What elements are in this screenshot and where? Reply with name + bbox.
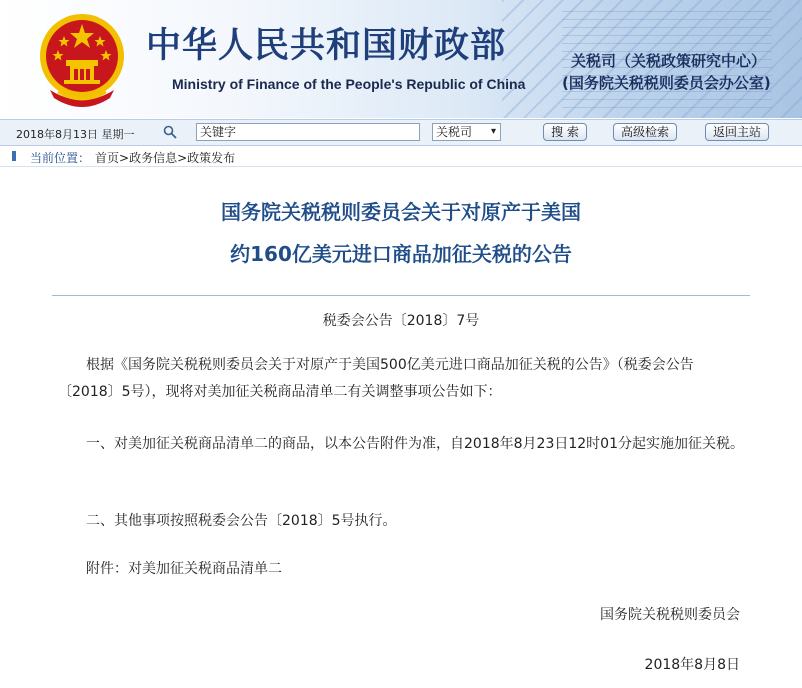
current-date: 2018年8月13日 星期一	[16, 128, 135, 141]
advanced-search-button[interactable]: 高级检索	[613, 123, 677, 141]
site-title-cn: 中华人民共和国财政部	[146, 25, 507, 66]
breadcrumb-separator: >	[177, 151, 188, 165]
breadcrumb-marker-icon	[12, 151, 16, 161]
document-number: 税委会公告〔2018〕7号	[322, 313, 480, 329]
breadcrumb	[0, 146, 802, 167]
department-name: 关税司（关税政策研究中心）	[571, 52, 767, 70]
article-paragraph-1: 根据《国务院关税税则委员会关于对原产于美国500亿美元进口商品加征关税的公告》（税委会公告〔2018〕5号），现将对美加征关税商品清单二有关调整事项公告如下：	[58, 357, 694, 400]
article-paragraph-3: 二、其他事项按照税委会公告〔2018〕5号执行。	[86, 513, 397, 529]
scope-select[interactable]	[432, 123, 501, 141]
search-input[interactable]: 关键字	[196, 123, 420, 141]
signatory: 国务院关税税则委员会	[600, 607, 740, 623]
article-title-line1: 国务院关税税则委员会关于对原产于美国	[221, 200, 581, 224]
site-header	[0, 0, 802, 118]
chevron-down-icon: ▾	[490, 126, 496, 137]
return-home-button[interactable]: 返回主站	[705, 123, 769, 141]
toolbar	[0, 119, 802, 146]
breadcrumb-label: 当前位置：	[30, 151, 91, 165]
title-divider	[52, 295, 750, 296]
scope-select-value: 关税司	[436, 125, 473, 139]
breadcrumb-item-gov-info[interactable]: 政务信息	[129, 151, 178, 165]
publish-date: 2018年8月8日	[644, 657, 740, 673]
attachment-link[interactable]: 附件：对美加征关税商品清单二	[86, 561, 282, 577]
breadcrumb-item-home[interactable]: 首页	[95, 151, 120, 165]
search-icon	[162, 124, 178, 140]
breadcrumb-separator: >	[119, 151, 130, 165]
site-title-en: Ministry of Finance of the People's Republic of China	[172, 76, 526, 92]
breadcrumb-item-policy[interactable]: 政策发布	[187, 151, 236, 165]
national-emblem-icon	[38, 6, 126, 110]
search-button[interactable]: 搜 索	[543, 123, 587, 141]
article-paragraph-2: 一、对美加征关税商品清单二的商品，以本公告附件为准，自2018年8月23日12时01分起实施加征关税。	[86, 436, 744, 452]
article-title-line2: 约160亿美元进口商品加征关税的公告	[230, 242, 572, 266]
department-subname: (国务院关税税则委员会办公室)	[562, 74, 771, 92]
breadcrumb-path	[95, 149, 235, 166]
